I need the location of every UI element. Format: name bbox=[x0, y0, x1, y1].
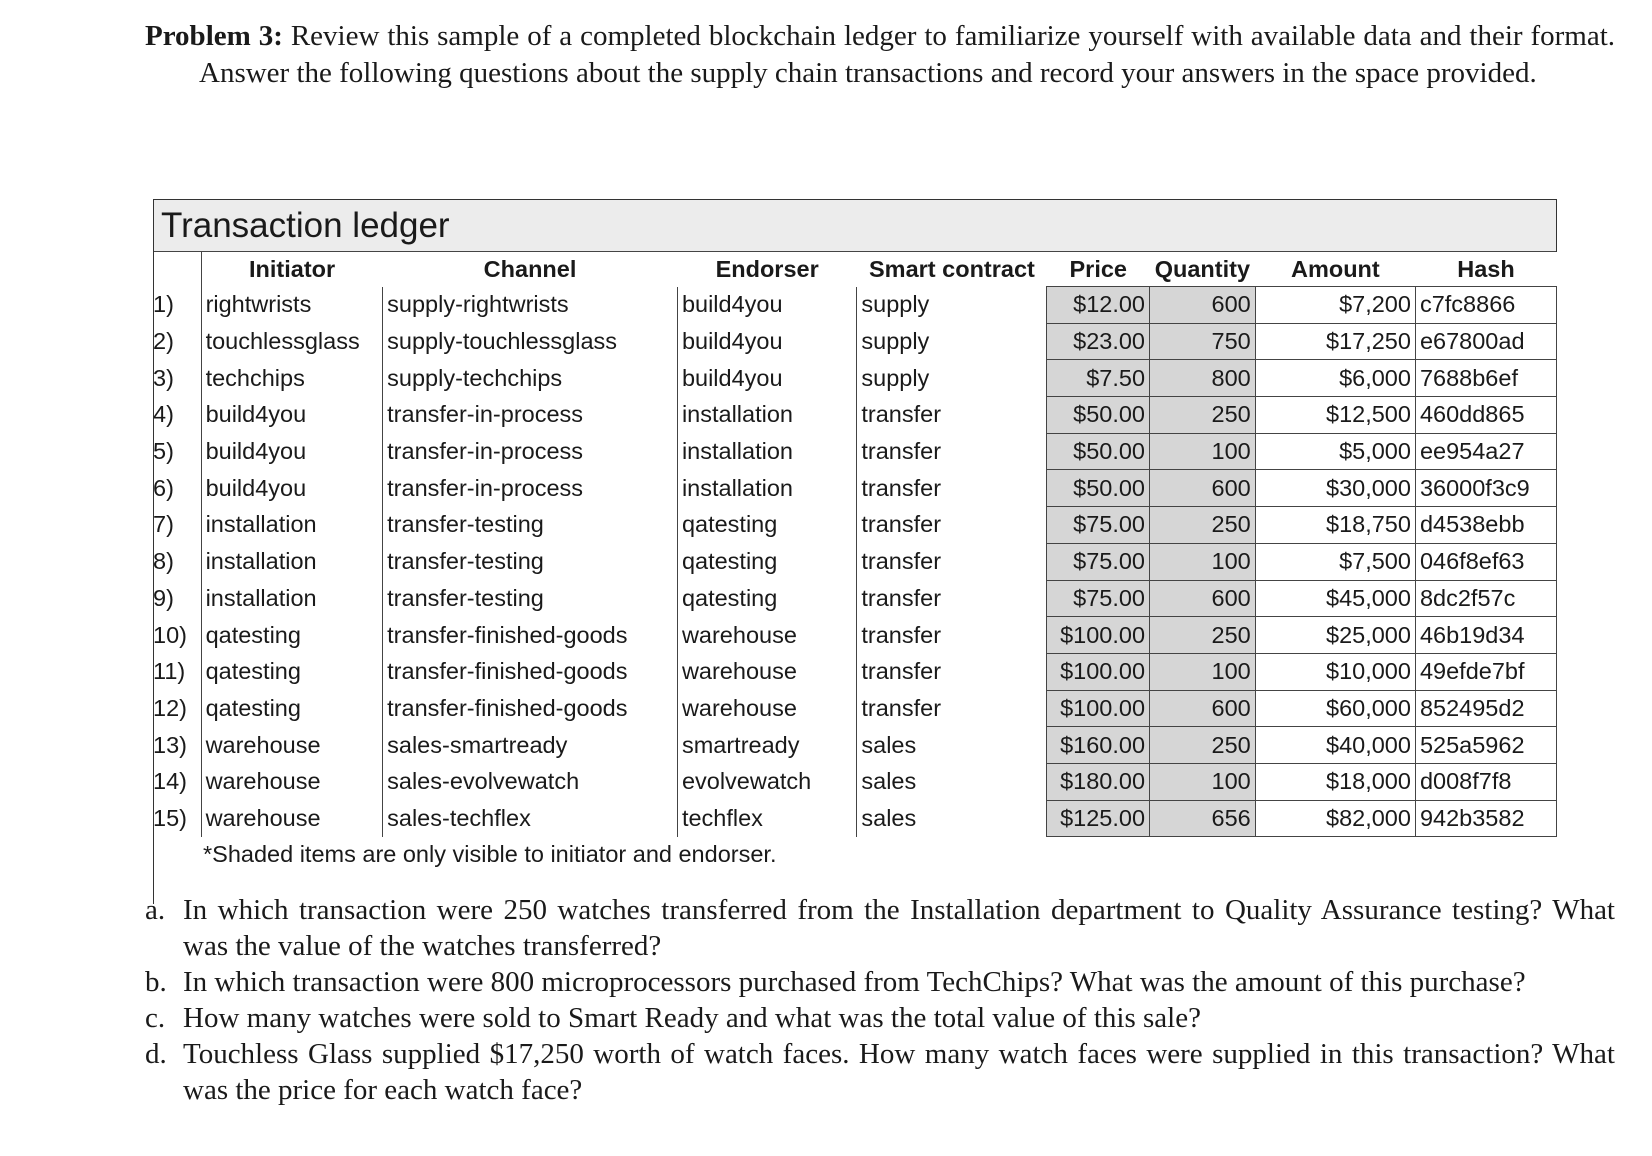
header-price: Price bbox=[1069, 255, 1127, 282]
cell-initiator: installation bbox=[205, 548, 317, 575]
row-number: 15) bbox=[153, 800, 201, 837]
cell-hash: 942b3582 bbox=[1415, 800, 1556, 837]
header-endorser: Endorser bbox=[715, 255, 819, 282]
cell-amount: $18,000 bbox=[1255, 763, 1415, 800]
cell-endorser: techflex bbox=[677, 800, 856, 837]
row-number: 5) bbox=[153, 433, 201, 470]
cell-hash: 36000f3c9 bbox=[1415, 470, 1556, 507]
cell-smart-contract: transfer bbox=[857, 617, 1047, 654]
cell-initiator: build4you bbox=[205, 474, 307, 501]
cell-price: $180.00 bbox=[1047, 763, 1150, 800]
cell-initiator: techchips bbox=[205, 364, 305, 391]
question-item bbox=[145, 892, 1615, 964]
cell-quantity: 600 bbox=[1150, 287, 1256, 324]
cell-quantity: 250 bbox=[1150, 507, 1256, 544]
row-number: 4) bbox=[153, 397, 201, 434]
cell-price: $75.00 bbox=[1047, 543, 1150, 580]
cell-channel: transfer-finished-goods bbox=[383, 653, 678, 690]
cell-endorser: warehouse bbox=[677, 653, 856, 690]
cell-channel: transfer-testing bbox=[383, 507, 678, 544]
cell-quantity: 100 bbox=[1150, 433, 1256, 470]
cell-channel: supply-rightwrists bbox=[383, 287, 678, 324]
row-number: 6) bbox=[153, 470, 201, 507]
header-index bbox=[153, 252, 201, 287]
cell-quantity: 100 bbox=[1150, 653, 1256, 690]
question-text: How many watches were sold to Smart Ready and what was the total value of this sale? bbox=[183, 1002, 1201, 1034]
cell-initiator: rightwrists bbox=[205, 291, 312, 318]
cell-hash: 460dd865 bbox=[1415, 397, 1556, 434]
cell-quantity: 250 bbox=[1150, 397, 1256, 434]
cell-smart-contract: sales bbox=[857, 800, 1047, 837]
cell-quantity: 600 bbox=[1150, 690, 1256, 727]
cell-price: $7.50 bbox=[1047, 360, 1150, 397]
cell-hash: 8dc2f57c bbox=[1415, 580, 1556, 617]
cell-amount: $5,000 bbox=[1255, 433, 1415, 470]
cell-hash: c7fc8866 bbox=[1415, 287, 1556, 324]
cell-quantity: 600 bbox=[1150, 470, 1256, 507]
cell-initiator: warehouse bbox=[205, 768, 321, 795]
cell-quantity: 100 bbox=[1150, 543, 1256, 580]
cell-hash: 46b19d34 bbox=[1415, 617, 1556, 654]
problem-text: Review this sample of a completed blockchain ledger to familiarize yourself with available data and their format. Answer the following questions about the supply chain transactions and record your answers in the space provided. bbox=[199, 20, 1616, 89]
cell-amount: $7,500 bbox=[1255, 543, 1415, 580]
problem-statement bbox=[145, 18, 1615, 92]
ledger-frame bbox=[153, 199, 1557, 252]
cell-initiator: warehouse bbox=[205, 731, 321, 758]
table-row bbox=[153, 397, 1557, 434]
row-number: 3) bbox=[153, 360, 201, 397]
row-number: 11) bbox=[153, 653, 201, 690]
cell-amount: $30,000 bbox=[1255, 470, 1415, 507]
table-row bbox=[153, 690, 1557, 727]
cell-endorser: installation bbox=[677, 397, 856, 434]
cell-initiator: build4you bbox=[205, 438, 307, 465]
question-item bbox=[145, 1000, 1615, 1036]
cell-price: $50.00 bbox=[1047, 433, 1150, 470]
row-number: 7) bbox=[153, 507, 201, 544]
cell-endorser: installation bbox=[677, 470, 856, 507]
cell-smart-contract: transfer bbox=[857, 397, 1047, 434]
row-number: 1) bbox=[153, 287, 201, 324]
header-initiator: Initiator bbox=[249, 255, 336, 282]
cell-price: $50.00 bbox=[1047, 470, 1150, 507]
cell-price: $125.00 bbox=[1047, 800, 1150, 837]
cell-initiator: qatesting bbox=[205, 694, 301, 721]
cell-endorser: build4you bbox=[677, 360, 856, 397]
problem-lead: Problem 3: bbox=[145, 20, 283, 52]
cell-endorser: evolvewatch bbox=[677, 763, 856, 800]
cell-endorser: build4you bbox=[677, 323, 856, 360]
cell-channel: transfer-in-process bbox=[383, 397, 678, 434]
question-item bbox=[145, 1036, 1615, 1108]
cell-endorser: build4you bbox=[677, 287, 856, 324]
cell-hash: 49efde7bf bbox=[1415, 653, 1556, 690]
cell-amount: $17,250 bbox=[1255, 323, 1415, 360]
cell-channel: sales-evolvewatch bbox=[383, 763, 678, 800]
cell-hash: 852495d2 bbox=[1415, 690, 1556, 727]
cell-quantity: 250 bbox=[1150, 617, 1256, 654]
header-quantity: Quantity bbox=[1154, 255, 1251, 282]
cell-smart-contract: supply bbox=[857, 287, 1047, 324]
table-row bbox=[153, 507, 1557, 544]
row-number: 13) bbox=[153, 727, 201, 764]
cell-initiator: qatesting bbox=[205, 658, 301, 685]
row-number: 10) bbox=[153, 617, 201, 654]
cell-endorser: warehouse bbox=[677, 690, 856, 727]
cell-initiator: qatesting bbox=[205, 621, 301, 648]
cell-smart-contract: supply bbox=[857, 360, 1047, 397]
cell-price: $100.00 bbox=[1047, 653, 1150, 690]
cell-smart-contract: transfer bbox=[857, 580, 1047, 617]
cell-quantity: 600 bbox=[1150, 580, 1256, 617]
row-number: 12) bbox=[153, 690, 201, 727]
cell-smart-contract: transfer bbox=[857, 690, 1047, 727]
ledger-table bbox=[153, 252, 1557, 837]
cell-price: $160.00 bbox=[1047, 727, 1150, 764]
ledger-header-row bbox=[153, 252, 1557, 287]
table-row bbox=[153, 763, 1557, 800]
cell-smart-contract: transfer bbox=[857, 543, 1047, 580]
cell-price: $75.00 bbox=[1047, 580, 1150, 617]
table-row bbox=[153, 800, 1557, 837]
table-row bbox=[153, 433, 1557, 470]
table-row bbox=[153, 360, 1557, 397]
cell-endorser: smartready bbox=[677, 727, 856, 764]
cell-channel: supply-techchips bbox=[383, 360, 678, 397]
question-text: In which transaction were 800 microprocessors purchased from TechChips? What was the amount of this purchase? bbox=[183, 966, 1526, 998]
cell-initiator: warehouse bbox=[205, 804, 321, 831]
ledger-body bbox=[153, 287, 1557, 837]
cell-channel: sales-techflex bbox=[383, 800, 678, 837]
cell-amount: $6,000 bbox=[1255, 360, 1415, 397]
cell-smart-contract: transfer bbox=[857, 507, 1047, 544]
cell-amount: $12,500 bbox=[1255, 397, 1415, 434]
question-text: In which transaction were 250 watches transferred from the Installation department to Quality Assurance testing? What was the value of the watches transferred? bbox=[183, 894, 1615, 962]
question-letter: c. bbox=[145, 1002, 166, 1034]
cell-hash: e67800ad bbox=[1415, 323, 1556, 360]
cell-amount: $18,750 bbox=[1255, 507, 1415, 544]
cell-channel: supply-touchlessglass bbox=[383, 323, 678, 360]
cell-initiator: installation bbox=[205, 511, 317, 538]
cell-amount: $60,000 bbox=[1255, 690, 1415, 727]
cell-price: $100.00 bbox=[1047, 617, 1150, 654]
cell-channel: transfer-testing bbox=[383, 543, 678, 580]
table-row bbox=[153, 470, 1557, 507]
header-amount: Amount bbox=[1290, 255, 1380, 282]
cell-hash: 046f8ef63 bbox=[1415, 543, 1556, 580]
table-row bbox=[153, 543, 1557, 580]
cell-amount: $40,000 bbox=[1255, 727, 1415, 764]
cell-quantity: 800 bbox=[1150, 360, 1256, 397]
cell-channel: transfer-finished-goods bbox=[383, 690, 678, 727]
cell-price: $100.00 bbox=[1047, 690, 1150, 727]
header-channel: Channel bbox=[483, 255, 577, 282]
question-item bbox=[145, 964, 1615, 1000]
cell-channel: sales-smartready bbox=[383, 727, 678, 764]
cell-amount: $45,000 bbox=[1255, 580, 1415, 617]
cell-hash: 7688b6ef bbox=[1415, 360, 1556, 397]
cell-endorser: qatesting bbox=[677, 580, 856, 617]
ledger-footnote: *Shaded items are only visible to initiator and endorser. bbox=[203, 841, 777, 868]
table-row bbox=[153, 727, 1557, 764]
header-smart-contract: Smart contract bbox=[869, 255, 1035, 282]
cell-endorser: qatesting bbox=[677, 543, 856, 580]
cell-endorser: installation bbox=[677, 433, 856, 470]
cell-channel: transfer-finished-goods bbox=[383, 617, 678, 654]
cell-price: $50.00 bbox=[1047, 397, 1150, 434]
cell-channel: transfer-in-process bbox=[383, 433, 678, 470]
cell-endorser: qatesting bbox=[677, 507, 856, 544]
cell-smart-contract: transfer bbox=[857, 653, 1047, 690]
transaction-ledger bbox=[153, 199, 1557, 868]
cell-smart-contract: supply bbox=[857, 323, 1047, 360]
question-list bbox=[145, 892, 1615, 1108]
question-letter: a. bbox=[145, 894, 166, 926]
header-hash: Hash bbox=[1457, 255, 1515, 282]
row-number: 14) bbox=[153, 763, 201, 800]
cell-smart-contract: sales bbox=[857, 763, 1047, 800]
cell-hash: ee954a27 bbox=[1415, 433, 1556, 470]
table-row bbox=[153, 580, 1557, 617]
cell-quantity: 656 bbox=[1150, 800, 1256, 837]
cell-quantity: 250 bbox=[1150, 727, 1256, 764]
ledger-title: Transaction ledger bbox=[154, 200, 1556, 252]
cell-amount: $10,000 bbox=[1255, 653, 1415, 690]
cell-channel: transfer-in-process bbox=[383, 470, 678, 507]
cell-initiator: build4you bbox=[205, 401, 307, 428]
cell-amount: $82,000 bbox=[1255, 800, 1415, 837]
cell-hash: 525a5962 bbox=[1415, 727, 1556, 764]
row-number: 8) bbox=[153, 543, 201, 580]
cell-smart-contract: transfer bbox=[857, 470, 1047, 507]
question-text: Touchless Glass supplied $17,250 worth of watch faces. How many watch faces were supplied in this transaction? What was the price for each watch face? bbox=[183, 1038, 1615, 1106]
cell-price: $12.00 bbox=[1047, 287, 1150, 324]
cell-smart-contract: sales bbox=[857, 727, 1047, 764]
cell-initiator: touchlessglass bbox=[205, 328, 360, 355]
cell-channel: transfer-testing bbox=[383, 580, 678, 617]
ledger-left-border bbox=[153, 199, 154, 904]
table-row bbox=[153, 287, 1557, 324]
question-letter: b. bbox=[145, 966, 167, 998]
question-letter: d. bbox=[145, 1038, 167, 1070]
cell-price: $75.00 bbox=[1047, 507, 1150, 544]
cell-hash: d4538ebb bbox=[1415, 507, 1556, 544]
table-row bbox=[153, 323, 1557, 360]
cell-amount: $7,200 bbox=[1255, 287, 1415, 324]
cell-price: $23.00 bbox=[1047, 323, 1150, 360]
cell-hash: d008f7f8 bbox=[1415, 763, 1556, 800]
table-row bbox=[153, 617, 1557, 654]
cell-quantity: 100 bbox=[1150, 763, 1256, 800]
cell-initiator: installation bbox=[205, 584, 317, 611]
cell-smart-contract: transfer bbox=[857, 433, 1047, 470]
table-row bbox=[153, 653, 1557, 690]
row-number: 2) bbox=[153, 323, 201, 360]
cell-quantity: 750 bbox=[1150, 323, 1256, 360]
row-number: 9) bbox=[153, 580, 201, 617]
cell-endorser: warehouse bbox=[677, 617, 856, 654]
cell-amount: $25,000 bbox=[1255, 617, 1415, 654]
